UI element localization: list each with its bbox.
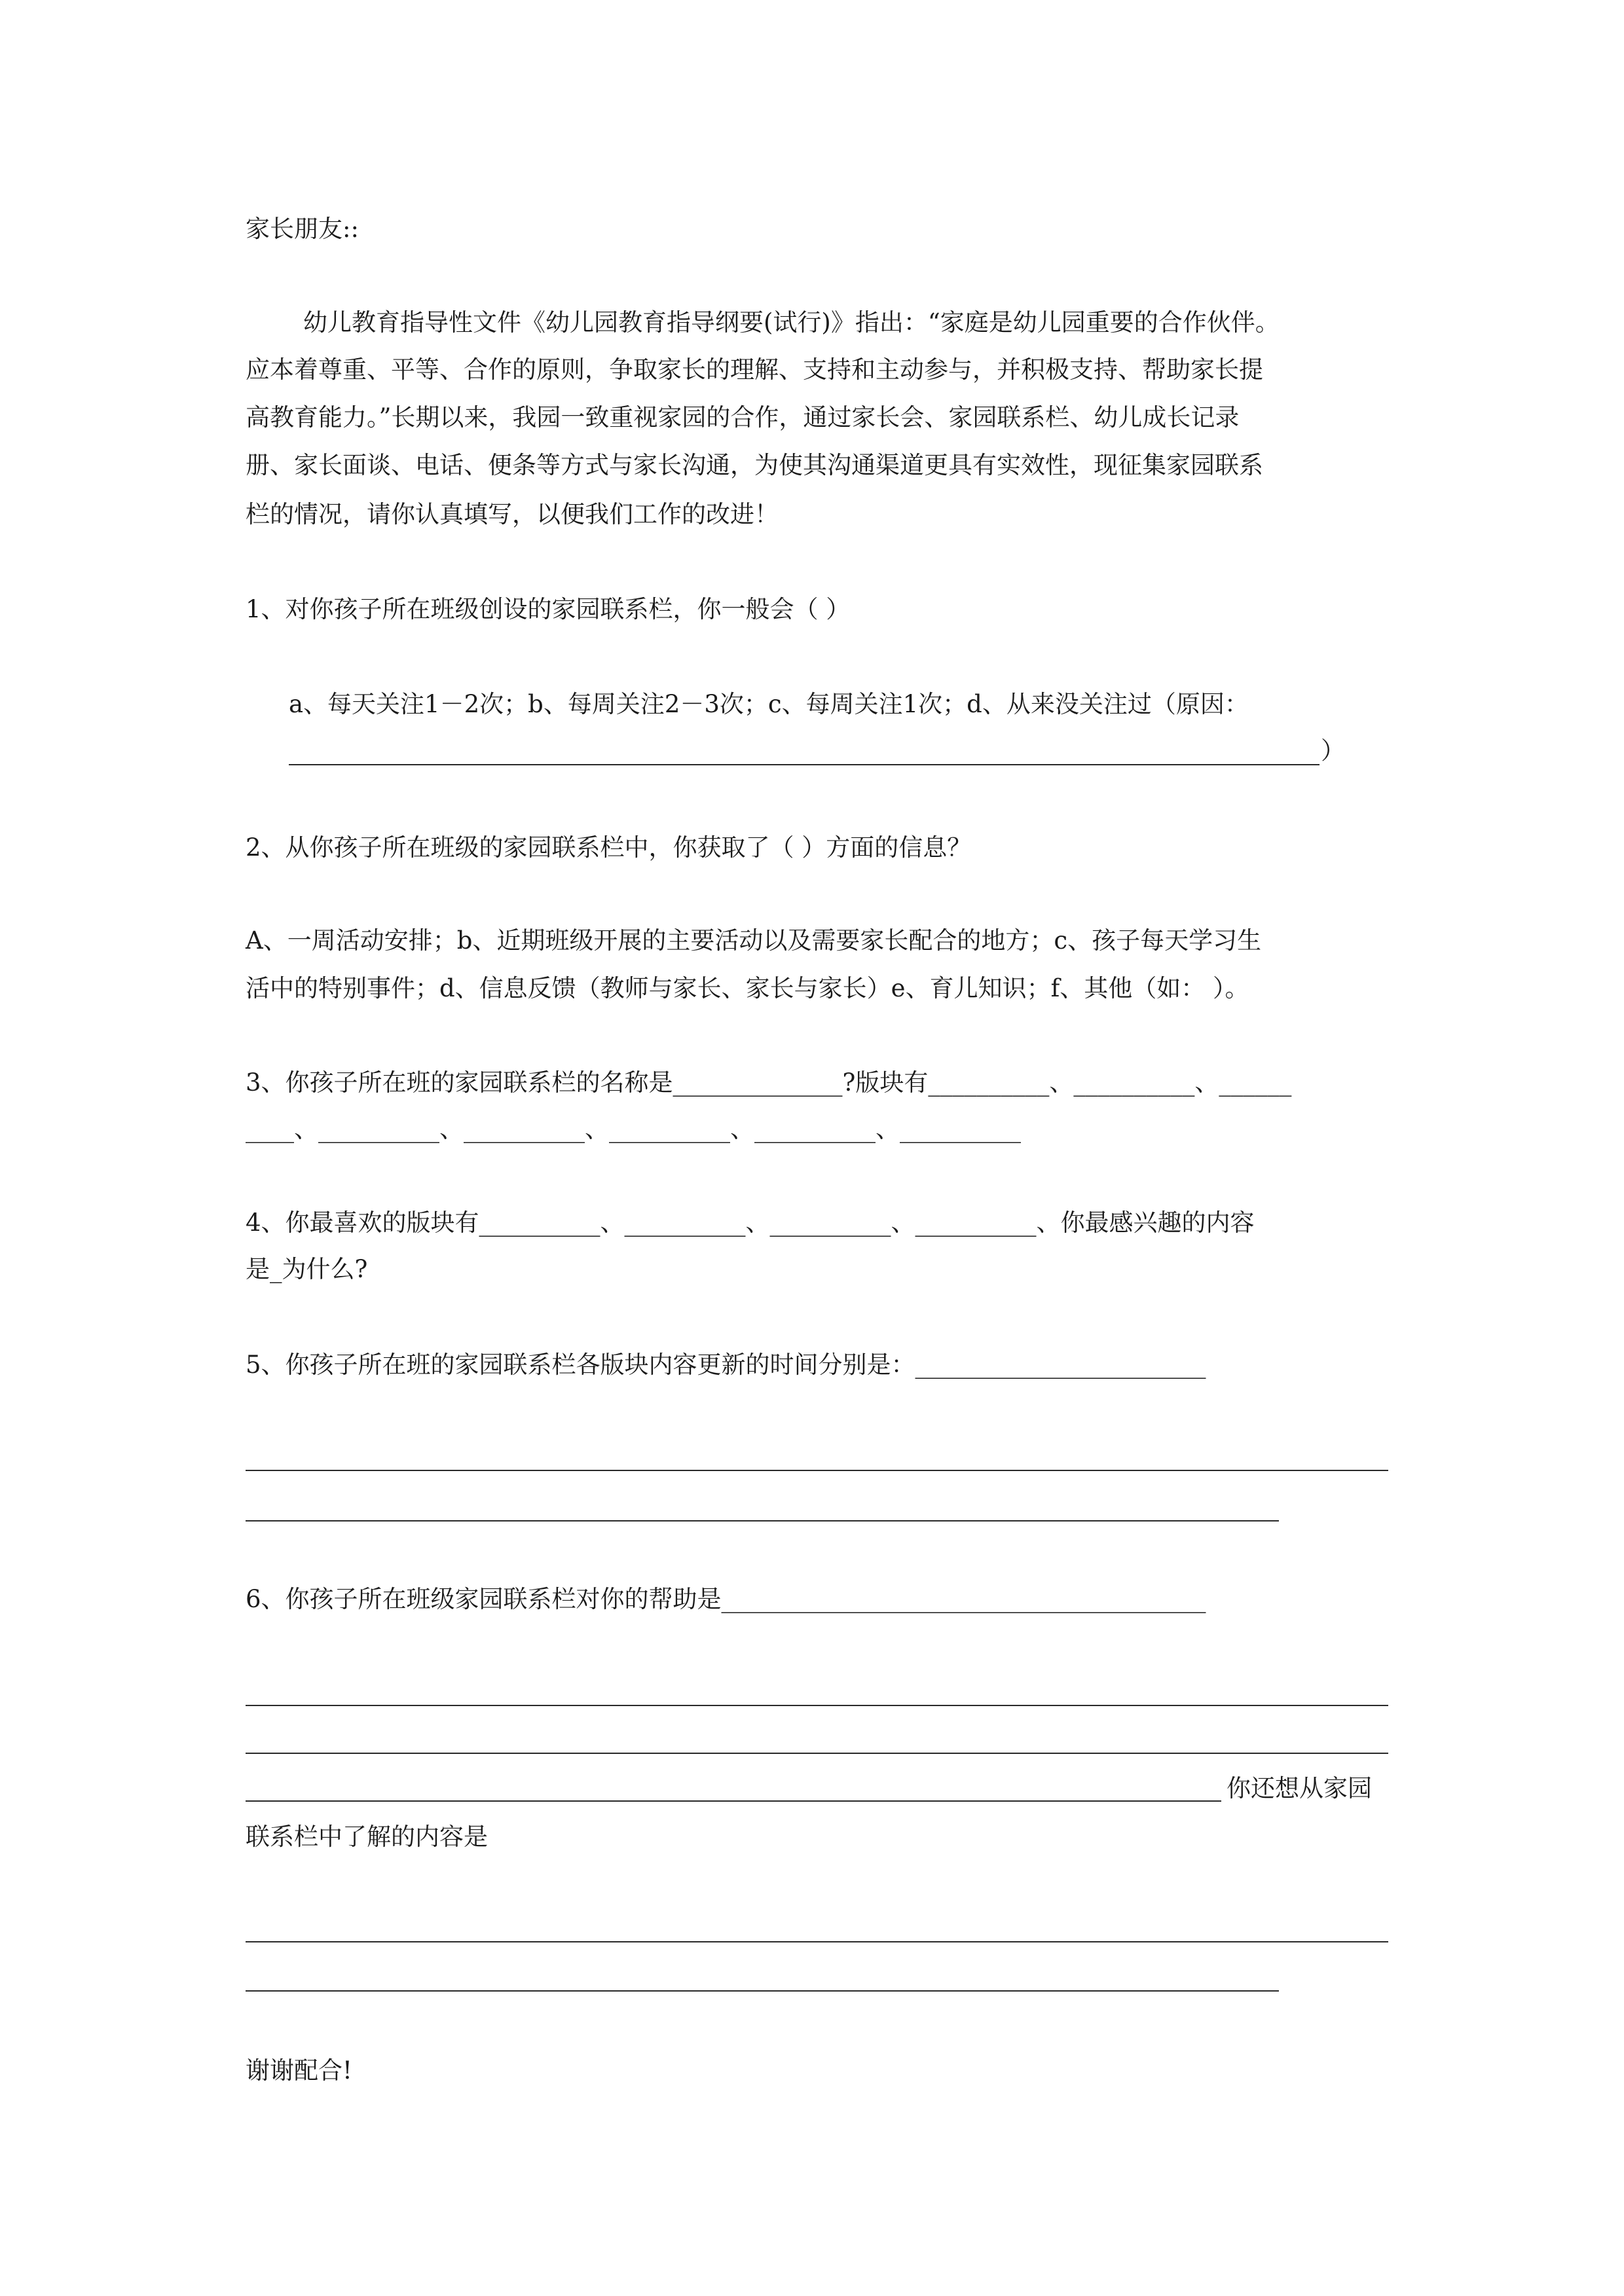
- intro-line-1: 幼儿教育指导性文件《幼儿园教育指导纲要(试行)》指出：“家庭是幼儿园重要的合作伙伴。: [303, 308, 1280, 337]
- question-5-answer-line-2[interactable]: [246, 1520, 1279, 1522]
- intro-line-5: 栏的情况，请你认真填写，以便我们工作的改进！: [246, 500, 779, 528]
- question-6-answer-line-2[interactable]: [246, 1753, 1388, 1754]
- question-1-close-paren: ）: [1321, 737, 1345, 765]
- intro-line-3: 高教育能力。”长期以来，我园一致重视家园的合作，通过家长会、家园联系栏、幼儿成长记录: [246, 403, 1240, 431]
- question-2-options-line-2: 活中的特别事件；d、信息反馈（教师与家长、家长与家长）e、育儿知识；f、其他（如： ）。: [246, 974, 1249, 1002]
- follow-up-answer-line-1[interactable]: [246, 1941, 1388, 1942]
- question-5: 5、你孩子所在班的家园联系栏各版块内容更新的时间分别是：________________________: [246, 1351, 1206, 1379]
- intro-line-2: 应本着尊重、平等、合作的原则，争取家长的理解、支持和主动参与，并积极支持、帮助家长提: [246, 355, 1263, 384]
- question-4-line-2: 是_为什么?: [246, 1255, 368, 1283]
- question-3-line-2: ____、__________、__________、__________、__________、__________: [246, 1115, 1021, 1143]
- question-6: 6、你孩子所在班级家园联系栏对你的帮助是________________________________________: [246, 1585, 1206, 1613]
- follow-up-answer-line-2[interactable]: [246, 1990, 1279, 1992]
- question-2-options-line-1: A、一周活动安排；b、近期班级开展的主要活动以及需要家长配合的地方；c、孩子每天学习生: [246, 926, 1262, 955]
- question-6-answer-line-1[interactable]: [246, 1705, 1388, 1706]
- question-6-follow-up-tail: 你还想从家园: [1227, 1774, 1372, 1802]
- question-1-options: a、每天关注1－2次；b、每周关注2－3次；c、每周关注1次；d、从来没关注过（原因：: [289, 690, 1249, 718]
- greeting: 家长朋友::: [246, 215, 359, 243]
- question-6-answer-line-3[interactable]: [246, 1800, 1221, 1802]
- question-5-answer-line-1[interactable]: [246, 1470, 1388, 1471]
- question-1: 1、对你孩子所在班级创设的家园联系栏，你一般会（ ）: [246, 595, 851, 623]
- closing-thanks: 谢谢配合!: [246, 2056, 352, 2085]
- question-6-follow-up-line-2: 联系栏中了解的内容是: [246, 1823, 488, 1851]
- question-1-reason-answer-line[interactable]: [289, 764, 1320, 765]
- question-3-line-1: 3、你孩子所在班的家园联系栏的名称是______________?版块有__________、__________、______: [246, 1068, 1292, 1097]
- intro-line-4: 册、家长面谈、电话、便条等方式与家长沟通，为使其沟通渠道更具有实效性，现征集家园联系: [246, 451, 1263, 479]
- question-2: 2、从你孩子所在班级的家园联系栏中，你获取了（ ）方面的信息？: [246, 833, 972, 862]
- question-4-line-1: 4、你最喜欢的版块有__________、__________、__________、__________、你最感兴趣的内容: [246, 1209, 1255, 1237]
